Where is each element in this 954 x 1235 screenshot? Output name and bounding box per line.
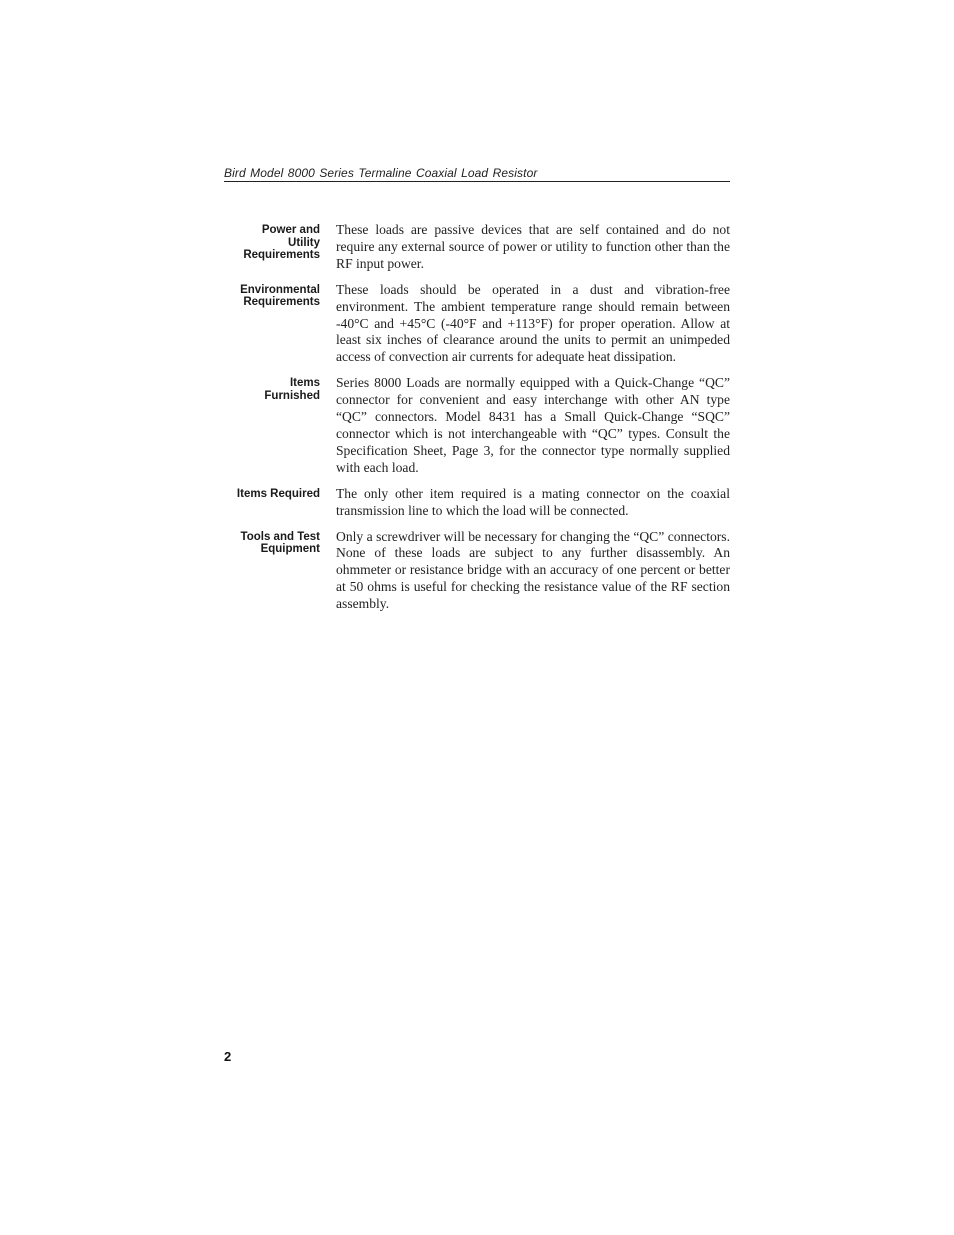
section-heading: Power and Utility Requirements [243, 224, 320, 261]
page-number: 2 [224, 1049, 232, 1064]
section-items-furnished [224, 375, 730, 476]
section-tools-equipment [224, 529, 730, 614]
section-body: These loads are passive devices that are self contained and do not require any external source of power or utility to function other than the RF input power. [336, 222, 730, 271]
section-items-required [224, 486, 730, 520]
section-body: The only other item required is a mating connector on the coaxial transmission line to which the load will be connected. [336, 485, 730, 518]
section-environmental [224, 282, 730, 367]
section-body: Series 8000 Loads are normally equipped with a Quick-Change “QC” connector for convenient and easy interchange with other AN type “QC” connectors. Model 8431 has a Small Quick-Change “SQC” connector which is not interchangeable with “QC” types. Consult the Specification Sheet, Page 3, for the connector type normally supplied with each load. [336, 375, 730, 475]
section-body: These loads should be operated in a dust and vibration-free environment. The ambient temperature range should remain between -40°C and +45°C (-40°F and +113°F) for proper operation. Allow at least six inches of clearance around the units to permit an unimpeded access of convection air currents for adequate heat dissipation. [336, 281, 730, 365]
section-heading: Items Required [236, 487, 320, 500]
section-heading: Tools and Test Equipment [240, 530, 320, 555]
section-body: Only a screwdriver will be necessary for changing the “QC” connectors. None of these loads are subject to any further disassembly. An ohmmeter or resistance bridge with an accuracy of one percent or better at 50 ohms is useful for checking the resistance value of the RF section assembly. [336, 528, 730, 612]
running-header: Bird Model 8000 Series Termaline Coaxial Load Resistor [224, 166, 730, 182]
sections-list [224, 222, 730, 622]
section-heading: Items Furnished [264, 377, 320, 402]
section-heading: Environmental Requirements [240, 283, 320, 309]
section-power-utility [224, 222, 730, 273]
